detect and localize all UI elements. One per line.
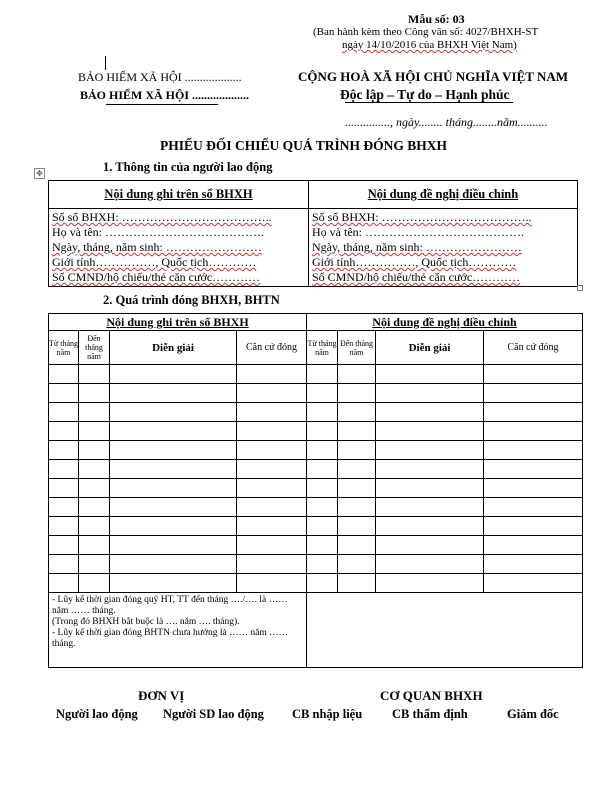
contrib-left-header: Nội dung ghi trên sổ BHXH — [49, 314, 307, 331]
table-row — [49, 365, 583, 384]
contrib-left-to: Đến tháng năm — [79, 331, 110, 365]
contrib-right-from: Từ tháng năm — [307, 331, 338, 365]
field-date-of-birth[interactable]: Ngày, tháng, năm sinh: …………………… — [52, 240, 262, 254]
summary-adjust-cell[interactable] — [307, 593, 583, 668]
field-full-name[interactable]: Họ và tên: …………………………………. — [52, 225, 264, 239]
agency-line-1: BẢO HIỂM XÃ HỘI ................... — [78, 70, 242, 84]
issuance-line-2: ngày 14/10/2016 của BHXH Việt Nam) — [342, 39, 517, 51]
table-row — [49, 517, 583, 536]
field-gender-nationality-adj[interactable]: Giới tính……………, Quốc tịch………… — [312, 255, 517, 269]
section2-heading: 2. Quá trình đóng BHXH, BHTN — [103, 293, 280, 307]
info-col-right-header: Nội dung đề nghị điều chỉnh — [309, 181, 578, 209]
agency-underline — [106, 104, 218, 105]
text-cursor — [105, 56, 106, 70]
field-gender-nationality[interactable]: Giới tính……………, Quốc tịch………… — [52, 255, 257, 269]
contrib-left-from: Từ tháng năm — [49, 331, 79, 365]
sign-unit-heading: ĐƠN VỊ — [138, 688, 185, 703]
sign-employee: Người lao động — [56, 707, 138, 721]
table-resize-handle[interactable] — [577, 285, 583, 291]
summary-cell[interactable] — [49, 593, 307, 668]
sign-appraiser: CB thẩm định — [392, 707, 468, 721]
issuance-line-1: (Ban hành kèm theo Công văn số: 4027/BHXH-ST — [313, 26, 539, 38]
summary-compulsory-line: (Trong đó BHXH bắt buộc là …. năm …. tháng). — [52, 617, 240, 627]
contrib-right-basis: Căn cứ đóng — [484, 331, 583, 365]
sign-employer: Người SD lao động — [163, 707, 264, 721]
country-name: CỘNG HOÀ XÃ HỘI CHỦ NGHĨA VIỆT NAM — [298, 69, 569, 84]
contribution-table — [48, 313, 583, 668]
contrib-left-basis: Căn cứ đóng — [237, 331, 307, 365]
contrib-right-header: Nội dung đề nghị điều chỉnh — [307, 314, 583, 331]
sign-data-entry: CB nhập liệu — [292, 707, 363, 721]
sign-agency-heading: CƠ QUAN BHXH — [380, 688, 483, 703]
table-move-handle-icon[interactable]: ✥ — [34, 168, 45, 179]
info-left-cell — [49, 209, 309, 287]
table-row — [49, 422, 583, 441]
table-row — [49, 460, 583, 479]
table-row — [49, 479, 583, 498]
info-right-cell — [309, 209, 578, 287]
table-row — [49, 403, 583, 422]
motto-underline — [345, 102, 513, 103]
table-row — [49, 441, 583, 460]
motto: Độc lập – Tự do – Hạnh phúc — [340, 87, 510, 102]
sign-director: Giám đốc — [507, 707, 559, 721]
table-row — [49, 555, 583, 574]
form-title: PHIẾU ĐỐI CHIẾU QUÁ TRÌNH ĐÓNG BHXH — [159, 138, 448, 153]
table-row — [49, 384, 583, 403]
field-id-number[interactable]: Số CMND/hộ chiếu/thẻ căn cước………… — [52, 270, 261, 284]
contrib-right-desc: Diễn giải — [376, 331, 484, 365]
field-social-insurance-number[interactable]: Số sổ BHXH: ……………………………….. — [52, 210, 272, 224]
info-col-left-header: Nội dung ghi trên sổ BHXH — [49, 181, 309, 209]
agency-line-2: BẢO HIỂM XÃ HỘI ................... — [80, 88, 250, 102]
summary-unemployment-line: - Lũy kế thời gian đóng BHTN chưa hưởng là …… năm …… tháng. — [52, 628, 289, 649]
field-full-name-adj[interactable]: Họ và tên: …………………………………. — [312, 225, 524, 239]
contrib-left-desc: Diễn giải — [110, 331, 237, 365]
form-number: Mẫu số: 03 — [408, 12, 465, 26]
date-line: ..............., ngày........ tháng........năm.......... — [345, 115, 548, 129]
table-row — [49, 536, 583, 555]
contrib-right-to: Đến tháng năm — [338, 331, 376, 365]
field-date-of-birth-adj[interactable]: Ngày, tháng, năm sinh: …………………… — [312, 240, 522, 254]
field-social-insurance-number-adj[interactable]: Số sổ BHXH: ……………………………….. — [312, 210, 532, 224]
summary-total-line: - Lũy kế thời gian đóng quỹ HT, TT đến tháng …./…. là …… năm …… tháng. — [52, 595, 288, 616]
info-table — [48, 180, 578, 287]
section1-heading: 1. Thông tin của người lao động — [103, 160, 273, 174]
table-row — [49, 498, 583, 517]
table-row — [49, 574, 583, 593]
field-id-number-adj[interactable]: Số CMND/hộ chiếu/thẻ căn cước………… — [312, 270, 521, 284]
